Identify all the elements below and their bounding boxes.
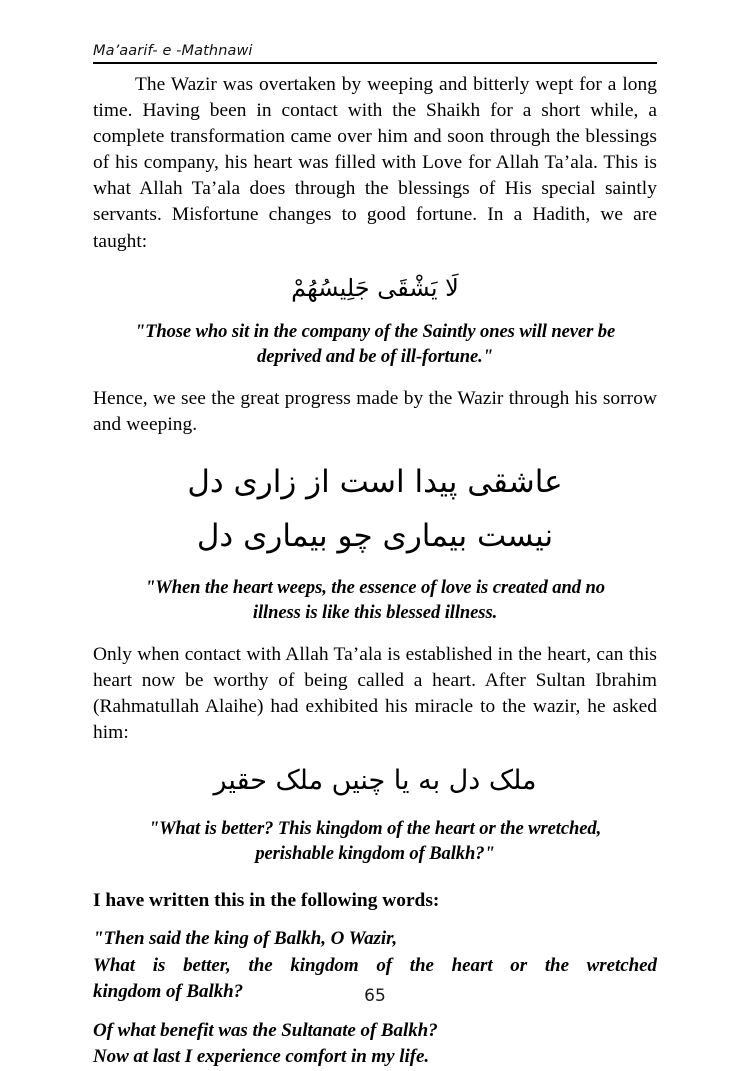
- spacer: [93, 307, 657, 319]
- header-book-title: Ma’aarif- e -Mathnawi: [93, 43, 253, 59]
- closing-verse-two-line-2: Now at last I experience comfort in my life.: [93, 1046, 430, 1068]
- couplet-one-translation-line-2: illness is like this blessed illness.: [252, 601, 498, 623]
- page-content: [93, 72, 657, 1071]
- spacer: [93, 563, 657, 575]
- spacer: [93, 1006, 657, 1018]
- paragraph-progress: Hence, we see the great progress made by the Wazir through his sorrow and weeping.: [93, 387, 657, 435]
- couplet-two-line-1: ملک دل به یا چنیں ملک حقیر: [213, 765, 537, 797]
- couplet-one-translation-line-1: "When the heart weeps, the essence of love is created and no: [145, 576, 605, 598]
- spacer: [93, 438, 657, 455]
- hadith-translation: [93, 319, 657, 369]
- closing-heading: I have written this in the following words:: [93, 890, 440, 912]
- hadith-arabic-line: لَا يَشْقَى جَلِيسُهُمْ: [291, 273, 459, 302]
- couplet-one-line-2: نیست بیماری چو بیماری دل: [196, 517, 554, 554]
- paragraph-contact: Only when contact with Allah Ta’ala is established in the heart, can this heart now be worthy of being called a heart. After Sultan Ibrahim (Rahmatullah Alaihe) had exhibited his miracle to the wazir, he asked him:: [93, 643, 657, 744]
- couplet-one-line-1: عاشقی پیدا است از زاری دل: [187, 463, 563, 500]
- couplet-two-translation-line-2: perishable kingdom of Balkh?": [255, 843, 495, 865]
- spacer: [93, 369, 657, 386]
- spacer: [93, 866, 657, 888]
- spacer: [93, 625, 657, 642]
- closing-verse-two-line-1: Of what benefit was the Sultanate of Balkh?: [93, 1019, 438, 1041]
- closing-verse-one-line-2: What is better, the kingdom of the heart or the wretched: [93, 954, 657, 976]
- closing-verse-one-line-3: kingdom of Balkh?: [93, 981, 244, 1003]
- couplet-two-translation: [93, 816, 657, 866]
- couplet-one-translation: [93, 575, 657, 625]
- spacer: [93, 255, 657, 267]
- spacer: [93, 804, 657, 816]
- paragraph-intro: The Wazir was overtaken by weeping and bitterly wept for a long time. Having been in contact with the Shaikh for a short while, a complete transformation came over him and soon through the blessings of his company, his heart was filled with Love for Allah Ta’ala. This is what Allah Ta’ala does through the blessings of His special saintly servants. Misfortune changes to good fortune. In a Hadith, we are taught:: [93, 74, 657, 252]
- closing-verse-one-line-1: "Then said the king of Balkh, O Wazir,: [93, 928, 398, 950]
- spacer: [93, 914, 657, 926]
- hadith-translation-line-1: "Those who sit in the company of the Saintly ones will never be: [134, 320, 616, 342]
- couplet-two-translation-line-1: "What is better? This kingdom of the heart or the wretched,: [148, 818, 602, 840]
- page-number: 65: [364, 986, 386, 1006]
- hadith-translation-line-2: deprived and be of ill-fortune.": [257, 345, 493, 367]
- closing-verse-two: [93, 1018, 657, 1071]
- spacer: [93, 746, 657, 758]
- running-header: [93, 44, 657, 64]
- header-rule: [93, 62, 657, 64]
